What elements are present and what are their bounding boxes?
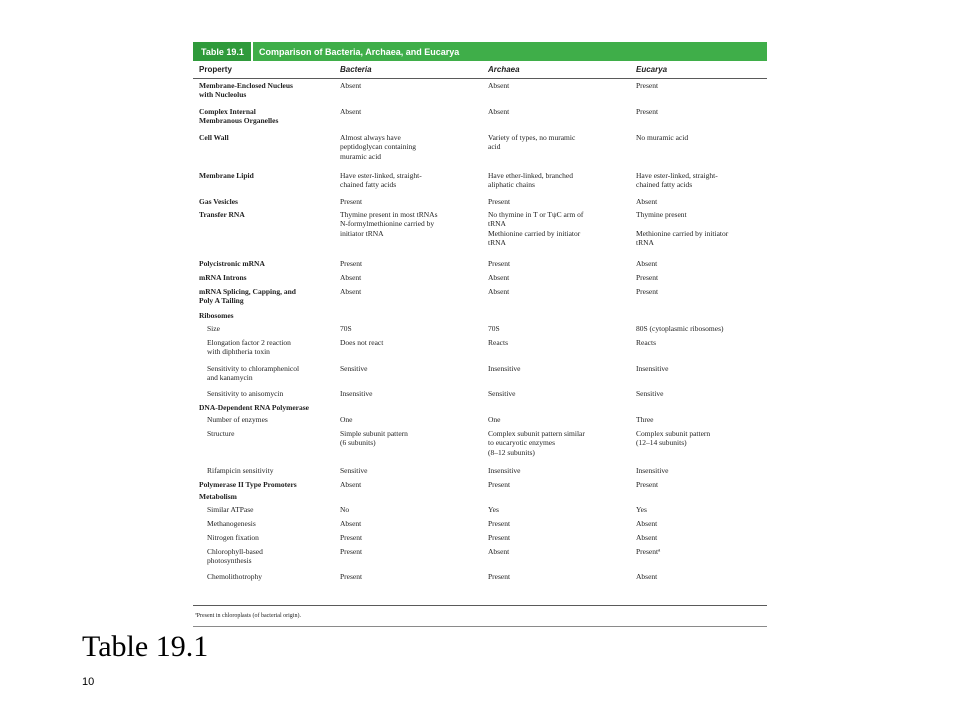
table-number: Table 19.1 bbox=[193, 42, 251, 61]
comparison-table bbox=[193, 42, 767, 627]
table-cell: Present bbox=[636, 81, 659, 90]
table-cell: 70S bbox=[340, 324, 352, 333]
table-cell: Sensitive bbox=[340, 466, 368, 475]
table-cell: photosynthesis bbox=[207, 556, 252, 566]
table-cell: Insensitive bbox=[340, 389, 373, 398]
table-cell: Sensitivity to anisomycin bbox=[207, 389, 284, 398]
table-cell: tRNA bbox=[488, 219, 506, 229]
table-cell: No thymine in T or TψC arm of bbox=[488, 210, 584, 219]
slide-page-number: 10 bbox=[82, 676, 95, 688]
table-cell: Present bbox=[340, 259, 363, 268]
table-header-row bbox=[193, 61, 767, 79]
table-cell: peptidoglycan containing bbox=[340, 142, 417, 152]
table-cell: Sensitivity to chloramphenicol bbox=[207, 364, 300, 373]
table-cell: Absent bbox=[488, 273, 510, 282]
table-cell: Present bbox=[488, 533, 511, 542]
table-cell: Thymine present bbox=[636, 210, 687, 219]
table-cell: muramic acid bbox=[340, 151, 382, 161]
table-cell: Complex Internal bbox=[199, 107, 256, 116]
table-cell: Three bbox=[636, 415, 654, 424]
table-cell: Poly A Tailing bbox=[199, 296, 244, 306]
table-cell: acid bbox=[488, 142, 501, 152]
table-cell: Metabolism bbox=[199, 492, 237, 501]
table-cell: with diphtheria toxin bbox=[207, 347, 270, 357]
table-cell: Absent bbox=[636, 197, 658, 206]
table-banner bbox=[193, 42, 767, 61]
table-cell: Absent bbox=[636, 533, 658, 542]
table-cell: Absent bbox=[488, 287, 510, 296]
table-cell: initiator tRNA bbox=[340, 228, 384, 238]
table-cell: Structure bbox=[207, 429, 235, 438]
table-cell: (12–14 subunits) bbox=[636, 438, 687, 448]
table-cell: No bbox=[340, 505, 350, 514]
table-cell: Present bbox=[636, 273, 659, 282]
table-cell: One bbox=[488, 415, 501, 424]
table-cell: Reacts bbox=[488, 338, 508, 347]
table-cell: Present bbox=[488, 259, 511, 268]
table-cell: Absent bbox=[488, 107, 510, 116]
table-cell: Present bbox=[636, 287, 659, 296]
header-property: Property bbox=[199, 65, 232, 74]
table-cell: Number of enzymes bbox=[207, 415, 268, 424]
table-cell: Elongation factor 2 reaction bbox=[207, 338, 291, 347]
table-cell: (8–12 subunits) bbox=[488, 447, 535, 457]
table-cell: Membrane Lipid bbox=[199, 171, 254, 180]
table-cell: Present bbox=[636, 480, 659, 489]
table-cell: Polycistronic mRNA bbox=[199, 259, 265, 268]
table-cell: Complex subunit pattern similar bbox=[488, 429, 585, 438]
table-cell: Nitrogen fixation bbox=[207, 533, 259, 542]
table-cell: Absent bbox=[636, 519, 658, 528]
table-cell: chained fatty acids bbox=[636, 180, 693, 190]
table-cell: Similar ATPase bbox=[207, 505, 254, 514]
table-cell: Present bbox=[340, 547, 363, 556]
table-cell: Present bbox=[340, 197, 363, 206]
table-cell: Absent bbox=[636, 572, 658, 581]
table-cell: Sensitive bbox=[488, 389, 516, 398]
table-cell: Absent bbox=[636, 259, 658, 268]
table-cell: Absent bbox=[340, 81, 362, 90]
table-cell: Methionine carried by initiator bbox=[636, 228, 729, 238]
table-cell: mRNA Splicing, Capping, and bbox=[199, 287, 296, 296]
table-cell: Present bbox=[488, 572, 511, 581]
header-eucarya: Eucarya bbox=[636, 65, 668, 74]
table-cell: Membrane-Enclosed Nucleus bbox=[199, 81, 293, 90]
table-cell: Transfer RNA bbox=[199, 210, 245, 219]
table-cell: N-formylmethionine carried by bbox=[340, 219, 435, 229]
table-cell: Insensitive bbox=[488, 364, 521, 373]
table-cell: Methanogenesis bbox=[207, 519, 256, 528]
header-bacteria: Bacteria bbox=[340, 65, 372, 74]
table-cell: Insensitive bbox=[636, 466, 669, 475]
table-cell: with Nucleolus bbox=[199, 90, 247, 100]
table-cell: Size bbox=[207, 324, 220, 333]
table-cell: (6 subunits) bbox=[340, 438, 376, 448]
table-cell: Polymerase II Type Promoters bbox=[199, 480, 297, 489]
table-cell: Rifampicin sensitivity bbox=[207, 466, 274, 475]
table-cell: DNA-Dependent RNA Polymerase bbox=[199, 403, 309, 412]
table-cell: Absent bbox=[340, 287, 362, 296]
table-cell: Present bbox=[340, 572, 363, 581]
table-cell: tRNA bbox=[488, 238, 506, 248]
table-cell: Simple subunit pattern bbox=[340, 429, 408, 438]
table-cell: Does not react bbox=[340, 338, 384, 347]
table-cell: and kanamycin bbox=[207, 373, 253, 383]
table-bottom-rule bbox=[193, 626, 767, 627]
table-cell: Presentª bbox=[636, 547, 661, 556]
table-cell: Absent bbox=[340, 273, 362, 282]
table-cell: Chemolithotrophy bbox=[207, 572, 262, 581]
table-cell: Gas Vesicles bbox=[199, 197, 238, 206]
table-cell: Present bbox=[488, 480, 511, 489]
table-cell: Have ether-linked, branched bbox=[488, 171, 574, 180]
table-cell: Membranous Organelles bbox=[199, 116, 279, 126]
table-cell: chained fatty acids bbox=[340, 180, 397, 190]
table-cell: Ribosomes bbox=[199, 311, 234, 320]
header-archaea: Archaea bbox=[488, 65, 520, 74]
table-cell: Almost always have bbox=[340, 133, 401, 142]
slide-title: Table 19.1 bbox=[82, 630, 209, 663]
table-cell: Absent bbox=[340, 519, 362, 528]
table-cell: Reacts bbox=[636, 338, 656, 347]
table-cell: Thymine present in most tRNAs bbox=[340, 210, 438, 219]
table-cell: Absent bbox=[340, 480, 362, 489]
table-cell: tRNA bbox=[636, 238, 654, 248]
table-cell: Variety of types, no muramic bbox=[488, 133, 576, 142]
table-title: Comparison of Bacteria, Archaea, and Eucarya bbox=[259, 46, 460, 57]
table-cell: Methionine carried by initiator bbox=[488, 228, 581, 238]
table-cell: Complex subunit pattern bbox=[636, 429, 711, 438]
table-cell: Absent bbox=[488, 81, 510, 90]
table-cell: Yes bbox=[488, 505, 499, 514]
table-cell: aliphatic chains bbox=[488, 180, 535, 190]
table-cell: Present bbox=[636, 107, 659, 116]
table-cell: No muramic acid bbox=[636, 133, 689, 142]
table-cell: Have ester-linked, straight- bbox=[636, 171, 718, 180]
table-cell: Present bbox=[488, 197, 511, 206]
table-cell: Present bbox=[488, 519, 511, 528]
table-footnote: ªPresent in chloroplasts (of bacterial origin). bbox=[195, 613, 301, 619]
table-cell: Chlorophyll-based bbox=[207, 547, 263, 556]
table-body bbox=[193, 79, 767, 605]
table-cell: Cell Wall bbox=[199, 133, 229, 142]
table-cell: Have ester-linked, straight- bbox=[340, 171, 422, 180]
table-cell: Insensitive bbox=[488, 466, 521, 475]
table-cell: mRNA Introns bbox=[199, 273, 247, 282]
table-cell: 80S (cytoplasmic ribosomes) bbox=[636, 324, 724, 333]
table-footnote-area bbox=[193, 605, 767, 626]
table-cell: Absent bbox=[340, 107, 362, 116]
table-cell: to eucaryotic enzymes bbox=[488, 438, 556, 448]
table-cell: Present bbox=[340, 533, 363, 542]
table-cell: Sensitive bbox=[636, 389, 664, 398]
table-cell: One bbox=[340, 415, 353, 424]
table-cell: Insensitive bbox=[636, 364, 669, 373]
table-cell: Yes bbox=[636, 505, 647, 514]
table-cell: Sensitive bbox=[340, 364, 368, 373]
table-cell: Absent bbox=[488, 547, 510, 556]
table-cell: 70S bbox=[488, 324, 500, 333]
